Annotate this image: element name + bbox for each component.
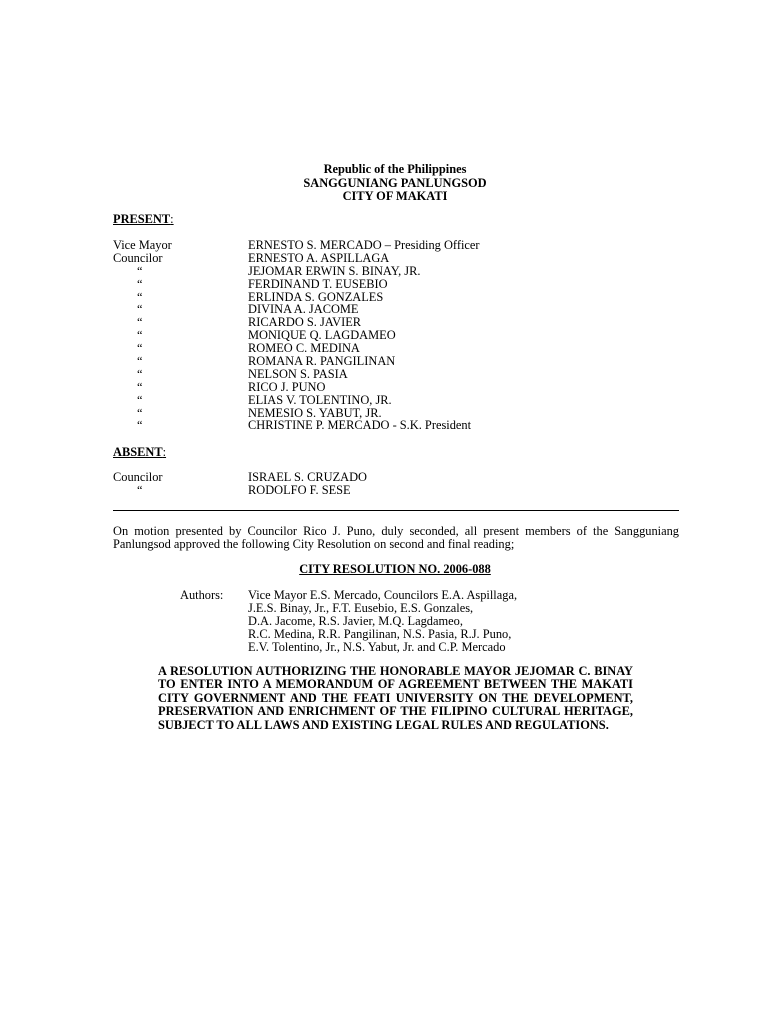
member-name: ERNESTO A. ASPILLAGA: [248, 250, 390, 265]
absent-colon: :: [162, 445, 167, 459]
member-name: FERDINAND T. EUSEBIO: [248, 276, 388, 291]
member-title: “: [137, 315, 143, 330]
member-title: Vice Mayor: [113, 238, 172, 252]
resolution-number: CITY RESOLUTION NO. 2006-088: [299, 562, 491, 576]
member-title: Councilor: [113, 250, 163, 265]
authors-label: Authors:: [180, 588, 224, 602]
header-city: CITY OF MAKATI: [342, 189, 448, 203]
motion-paragraph: On motion presented by Councilor Rico J. Puno, duly seconded, all present members of the Sangguniang Panlungsod approved the following City Resolution on second and final reading;: [113, 524, 679, 551]
member-title: Councilor: [113, 470, 163, 484]
member-title: “: [137, 366, 143, 381]
member-name: ERLINDA S. GONZALES: [248, 289, 384, 304]
member-name: ROMANA R. PANGILINAN: [248, 354, 396, 369]
member-name: NEMESIO S. YABUT, JR.: [248, 405, 382, 420]
member-title: “: [137, 405, 143, 420]
member-name: RODOLFO F. SESE: [248, 482, 351, 497]
member-title: “: [137, 276, 143, 291]
member-name: ISRAEL S. CRUZADO: [248, 470, 367, 484]
author-line: J.E.S. Binay, Jr., F.T. Eusebio, E.S. Gonzales,: [248, 601, 474, 615]
member-name: DIVINA A. JACOME: [248, 302, 359, 317]
divider-line: [113, 510, 679, 511]
author-line: E.V. Tolentino, Jr., N.S. Yabut, Jr. and C.P. Mercado: [248, 640, 506, 654]
member-name: MONIQUE Q. LAGDAMEO: [248, 328, 396, 343]
member-title: “: [137, 341, 143, 356]
member-title: “: [137, 392, 143, 407]
document-header: [0, 163, 768, 204]
present-label: PRESENT: [113, 212, 171, 226]
member-title: “: [137, 302, 143, 317]
member-title: “: [137, 328, 143, 343]
member-name: NELSON S. PASIA: [248, 366, 348, 381]
member-title: “: [137, 482, 143, 497]
member-name: CHRISTINE P. MERCADO - S.K. President: [248, 418, 472, 433]
header-country: Republic of the Philippines: [323, 162, 467, 176]
member-name: RICO J. PUNO: [248, 379, 326, 394]
resolution-title: A RESOLUTION AUTHORIZING THE HONORABLE MAYOR JEJOMAR C. BINAY TO ENTER INTO A MEMORANDUM OF AGREEMENT BETWEEN THE MAKATI CITY GOVERNMENT AND THE FEATI UNIVERSITY ON THE DEVELOPMENT, PRESERVATION AND ENRICHMENT OF THE FILIPINO CULTURAL HERITAGE, SUBJECT TO ALL LAWS AND EXISTING LEGAL RULES AND REGULATIONS.: [158, 664, 633, 732]
absent-label: ABSENT: [113, 445, 163, 459]
author-line: R.C. Medina, R.R. Pangilinan, N.S. Pasia, R.J. Puno,: [248, 627, 512, 641]
member-name: RICARDO S. JAVIER: [248, 315, 362, 330]
member-title: “: [137, 354, 143, 369]
member-title: “: [137, 418, 143, 433]
member-name: ROMEO C. MEDINA: [248, 341, 360, 356]
member-title: “: [137, 379, 143, 394]
author-line: D.A. Jacome, R.S. Javier, M.Q. Lagdameo,: [248, 614, 463, 628]
member-title: “: [137, 289, 143, 304]
author-line: Vice Mayor E.S. Mercado, Councilors E.A. Aspillaga,: [248, 588, 518, 602]
present-heading: [113, 213, 174, 226]
member-name: JEJOMAR ERWIN S. BINAY, JR.: [248, 263, 421, 278]
present-colon: :: [170, 212, 174, 226]
member-name: ELIAS V. TOLENTINO, JR.: [248, 392, 392, 407]
authors-list: [248, 589, 517, 654]
member-title: “: [137, 263, 143, 278]
member-name: ERNESTO S. MERCADO – Presiding Officer: [248, 238, 480, 252]
absent-heading: [113, 446, 166, 459]
header-council: SANGGUNIANG PANLUNGSOD: [303, 175, 487, 190]
